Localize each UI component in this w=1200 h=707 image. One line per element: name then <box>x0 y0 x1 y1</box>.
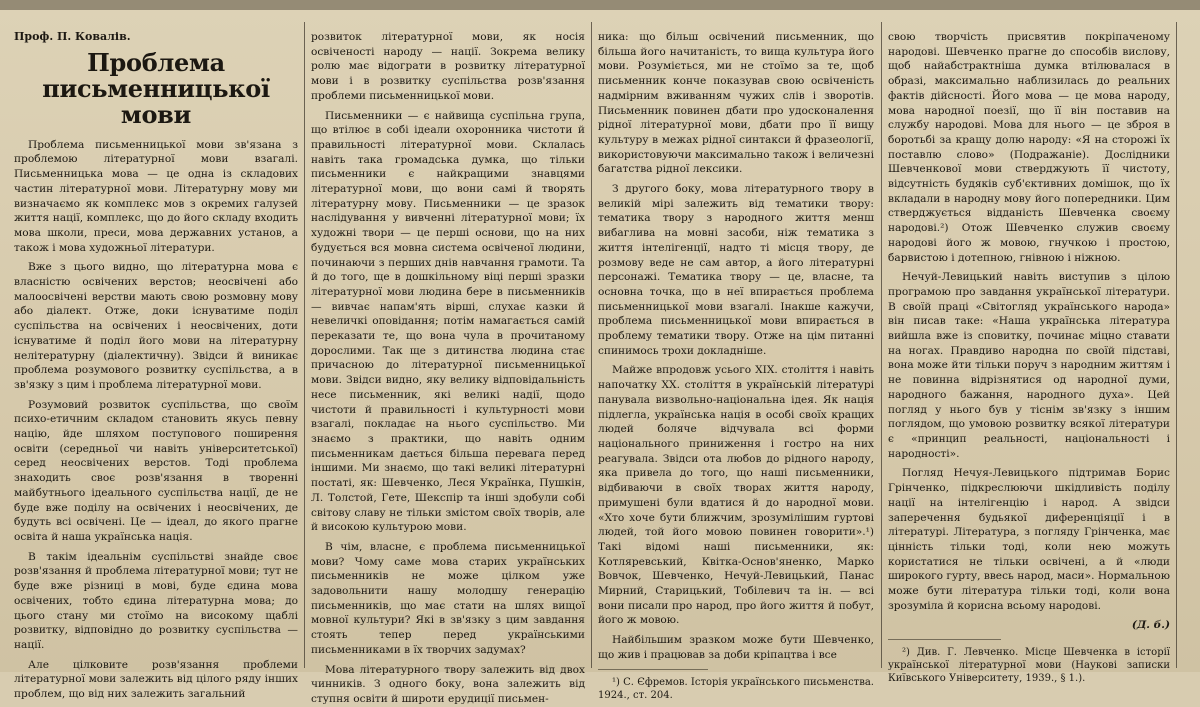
paragraph: ника: що більш освічений письменник, що більша його начитаність, то вища культура його мови. Розуміється, ми не стоїмо за те, щоб письменник конче показував свою освіченість надмірним вживанням чужих слів і зворотів. Письменник повинен дбати про удосконалення рідної літературної мови, дбати про її вищу культуру в межах рідної синтакси й фразеології, використовуючи максимально також і величезні багатства рідної лексики. <box>598 31 874 176</box>
paragraph: В чім, власне, є проблема письменницької мови? Чому саме мова старих українських письменників не може цілком уже задовольнити нашу молодшу генерацію письменників, що має стати на шлях вищої мовної культури? Які в зв'язку з цим завдання стоять тепер перед українськими письменниками в їх творчих задумах? <box>311 540 585 656</box>
paragraph: Письменники — є найвища суспільна група, що втілює в собі ідеали охоронника чистоти й правильності літературної мови. Склалась навіть така громадська думка, що тільки письменники є найкращими знавцями літературної мови, що вони самі й творять літературну мову. Письменники — це зразок наслідування у вивченні літературної мови; їх художні твори — це перші основи, що на них будується вся мовна система освіченої людини, починаючи з перших днів навчання грамоти. Та й до того, ще в дошкільному віці перші зразки літературної мови людина бере в письменників — вивчає напам'ять вірші, слухає казки й невеличкі оповідання; потім намагається самій переказати те, що вона чула в прочитаному дорослими. Так ще з дитинства людина стає причасною до літературної письменницької мови. Звідси видно, яку велику відповідальність несе письменник, які великі надії, щодо чистоти й правильності і культурності мови взагалі, покладає на нього суспільство. Ми знаємо з практики, що навіть одним письменникам дається більша перевага перед іншими. Ми знаємо, що такі великі літературні постаті, як: Шевченко, Леся Українка, Пушкін, Л. Толстой, Гете, Шекспір та інші здобули собі світову славу не тільки змістом своїх творів, але й високою культурою мови. <box>311 109 585 534</box>
paragraph: Але цілковите розв'язання проблеми літературної мови залежить від цілого ряду інших проблем, що від них залежить загальний <box>14 658 298 701</box>
footnote: ²) Див. Г. Левченко. Місце Шевченка в історії української літературної мови (Наукові записки Київського Університету, 1939., § 1.). <box>888 647 1170 685</box>
paragraph: розвиток літературної мови, як носія освіченості народу — нації. Зокрема велику ролю має відограти в розвитку літературної мови і в розвитку суспільства розв'язання проблеми письменницької мови. <box>311 31 585 102</box>
paragraph: Найбільшим зразком може бути Шевченко, що жив і працював за доби кріпацтва і все <box>598 634 874 661</box>
column-4 <box>888 30 1170 685</box>
continuation-mark: (Д. б.) <box>1131 619 1170 632</box>
paragraph: З другого боку, мова літературного твору в великій мірі залежить від тематики твору: тематика твору з народного життя менш вибаглива на мовні засоби, ніж тематика з життя інтелігенції, надто ті місця твору, де розмову веде не сам автор, а його літературні персонажі. Тематика твору — це, власне, та основна точка, що в неї впирається проблема письменницької мови взагалі. Інакше кажучи, проблема письменницької мови впирається в проблему тематики твору. Отже на цім питанні спинимось трохи докладніше. <box>598 183 874 357</box>
footnote-rule <box>598 669 708 670</box>
paragraph: свою творчість присвятив покріпаченому народові. Шевченко прагне до способів вислову, щоб найабстрактніша думка втілювалася в образі, максимально наблизилась до реальних фактів дійсності. Його мова — це мова народу, мова народної поезії, що її він поставив на службу народові. Мова для нього — це зброя в боротьбі за кращу долю народу: «Я на сторожі їх поставлю слово» (Подражаніе). Дослідники Шевченкової мови стверджують її чистоту, відсутність будяків суб'єктивних домішок, що їх вкладали в народну мову його попередники. Цим стверджується відданість Шевченка своєму народові.²) Отож Шевченко служив своєму народові його ж мовою, гнучкою і простою, барвистою і дотепною, гнівною і ніжною. <box>888 31 1170 264</box>
paragraph: Мова літературного твору залежить від двох чинників. З одного боку, вона залежить від ступня освіти й широти ерудиції письмен- <box>311 663 585 705</box>
paragraph: Погляд Нечуя-Левицького підтримав Борис Грінченко, підкреслюючи шкідливість поділу нації на інтелігенцію і народ. А звідси заперечення будьякої диференціяції і в літературі. Література, з погляду Грінченка, має цінність тільки тоді, коли нею можуть користатися не тільки освічені, а й «люди широкого гурту, ввесь народ, маси». Нормальною може бути література тільки тоді, коли вона зрозуміла й корисна всьому народові. <box>888 467 1170 612</box>
column-3 <box>598 30 874 701</box>
column-divider <box>881 22 882 668</box>
paragraph: В такім ідеальнім суспільстві знайде своє розв'язання й проблема літературної мови; тут не буде вже різниці в мові, буде єдина мова освічених, тобто єдина літературна мова; до цього стану ми стоїмо на високому щаблі розвитку, відповідно до розвитку суспільства — нації. <box>14 550 298 651</box>
column-divider <box>591 22 592 668</box>
article-author: Проф. П. Ковалів. <box>14 30 131 43</box>
paragraph: Нечуй-Левицький навіть виступив з цілою програмою про завдання української літератури. В своїй праці «Світогляд українського народа» він писав таке: «Наша українська література вийшла вже із сповитку, починає міцно ставати на ногах. Правдиво народна по своїй підставі, вона може йти тільки поруч з народним життям і не повинна відрізнятися од народної думи, народного бажання, народного духа». Цей погляд у нього був у тіснім зв'язку з іншим поглядом, що умовою розвитку всякої літератури є «принцип реальності, національності і народності». <box>888 271 1170 460</box>
footnote: ¹) С. Єфремов. Історія українського письменства. 1924., ст. 204. <box>598 676 874 701</box>
paragraph: Вже з цього видно, що літературна мова є власністю освічених верстов; неосвічені або малоосвічені верстви мають свою розмовну мову або діалект. Отже, доки існуватиме поділ суспільства на освічених і неосвічених, доти існуватиме й поділ його мови на літературну нелітературну (діалектичну). Звідси й виникає проблема розумового розвитку суспільства, а в зв'язку з цим і проблема літературної мови. <box>14 261 298 391</box>
paragraph: Проблема письменницької мови зв'язана з проблемою літературної мови взагалі. Письменницька мова — це одна із складових частин літературної мови. Літературну мову ми визначаємо як комплекс мов з окремих галузей життя нації, комплекс, що до його складу входить мова школи, преси, мова державних установ, а також і мова художньої літератури. <box>14 138 298 254</box>
paragraph: Розумовий розвиток суспільства, що своїм психо-етичним складом становить якусь певну націю, йде шляхом поступового поширення освіти (середньої чи навіть університетської) серед неосвічених верстов. Тоді проблема знаходить своє розв'язання в творенні майбутнього ідеального суспільства нації, де не буде вже поділу на освічених і неосвічених, де будуть всі освічені. Це — ідеал, до якого прагне освіта й наша українська нація. <box>14 398 298 543</box>
column-2 <box>311 30 585 705</box>
column-divider <box>304 22 305 668</box>
footnote-rule <box>888 639 1001 640</box>
paragraph: Майже впродовж усього XIX. століття і навіть напочатку XX. століття в українській літературі панувала визвольно-національна ідея. Як нація підлегла, українська нація в особі своїх кращих людей боляче відчувала всі форми національного приниження і гостро на них реагувала. Звідси ота любов до рідного народу, яка привела до того, що наші письменники, відбиваючи в своїх творах життя народу, примушені були вдатися й до народної мови. «Хто хоче бути ближчим, зрозумілішим гуртові людей, той його мовою повинен говорити».¹) Такі відомі наші письменники, як: Котляревський, Квітка-Основ'яненко, Марко Вовчок, Шевченко, Нечуй-Левицький, Панас Мирний, Старицький, Тобілевич та ін. — всі вони писали про народ, про його життя й побут, його ж мовою. <box>598 364 874 627</box>
previous-page-strip <box>0 0 1200 10</box>
article-title: Проблема письменницької мови <box>42 47 270 129</box>
column-1 <box>14 30 298 701</box>
column-divider <box>1176 22 1177 668</box>
